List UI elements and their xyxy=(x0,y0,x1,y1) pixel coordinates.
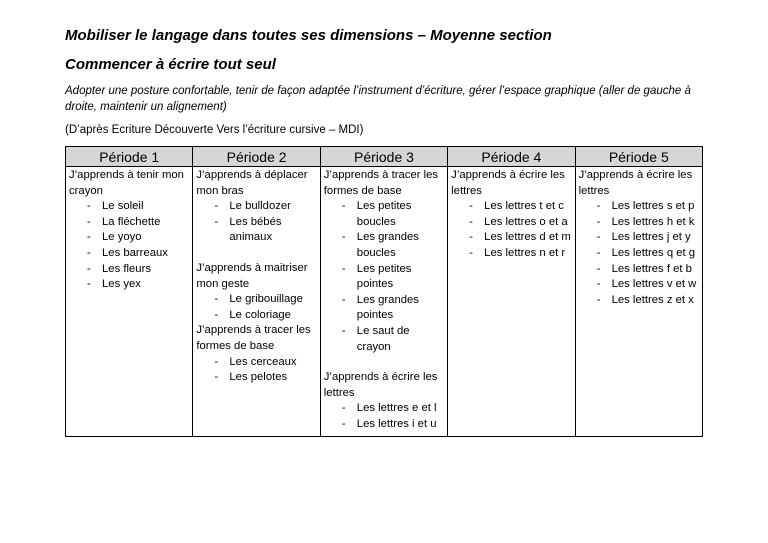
list-item: - Le saut de crayon xyxy=(342,324,445,355)
header-periode-4: Période 4 xyxy=(448,147,575,167)
activity-list xyxy=(69,199,190,293)
list-item: - Les cerceaux xyxy=(214,355,317,371)
period-cell-2 xyxy=(193,167,320,437)
period-cell-4 xyxy=(448,167,575,437)
list-item: - Les barreaux xyxy=(87,246,190,262)
list-item: - Les bébés animaux xyxy=(214,215,317,246)
document-page xyxy=(65,26,705,437)
header-periode-1: Période 1 xyxy=(66,147,193,167)
list-item: - Les yex xyxy=(87,277,190,293)
spacer xyxy=(324,355,445,370)
list-item: - Le gribouillage xyxy=(214,292,317,308)
activity-list xyxy=(579,199,700,308)
header-periode-5: Période 5 xyxy=(575,147,702,167)
list-item: - La fléchette xyxy=(87,215,190,231)
list-item: - Le bulldozer xyxy=(214,199,317,215)
list-item: - Les lettres h et k xyxy=(597,215,700,231)
table-body-row xyxy=(66,167,703,437)
block-heading: J’apprends à déplacer mon bras xyxy=(196,169,308,197)
list-item: - Les lettres f et b xyxy=(597,262,700,278)
header-periode-2: Période 2 xyxy=(193,147,320,167)
activity-list xyxy=(324,401,445,432)
periods-table xyxy=(65,146,703,437)
list-item: - Les lettres n et r xyxy=(469,246,572,262)
activity-list xyxy=(324,199,445,355)
list-item: - Les petites boucles xyxy=(342,199,445,230)
intro-paragraph: Adopter une posture confortable, tenir de façon adaptée l’instrument d’écriture, gérer l’espace graphique (aller de gauche à droite, maintenir un alignement) xyxy=(65,85,691,113)
list-item: - Les lettres s et p xyxy=(597,199,700,215)
list-item: - Les lettres v et w xyxy=(597,277,700,293)
document-subtitle: Commencer à écrire tout seul xyxy=(65,56,276,73)
list-item: - Les lettres d et m xyxy=(469,230,572,246)
block-heading: J’apprends à tenir mon crayon xyxy=(69,169,184,197)
list-item: - Les fleurs xyxy=(87,262,190,278)
list-item: - Les lettres e et l xyxy=(342,401,445,417)
activity-list xyxy=(451,199,572,261)
period-cell-5 xyxy=(575,167,702,437)
block-heading: J’apprends à tracer les formes de base xyxy=(196,324,311,352)
document-title: Mobiliser le langage dans toutes ses dimensions – Moyenne section xyxy=(65,27,552,44)
list-item: - Les petites pointes xyxy=(342,262,445,293)
list-item: - Les lettres t et c xyxy=(469,199,572,215)
period-cell-3 xyxy=(320,167,447,437)
activity-list xyxy=(196,199,317,246)
list-item: - Les lettres q et g xyxy=(597,246,700,262)
activity-list xyxy=(196,355,317,386)
block-heading: J’apprends à écrire les lettres xyxy=(451,169,565,197)
list-item: - Les grandes pointes xyxy=(342,293,445,324)
list-item: - Les pelotes xyxy=(214,370,317,386)
list-item: - Le yoyo xyxy=(87,230,190,246)
block-heading: J’apprends à tracer les formes de base xyxy=(323,169,439,197)
list-item: - Le coloriage xyxy=(214,308,317,324)
list-item: - Le soleil xyxy=(87,199,190,215)
header-periode-3: Période 3 xyxy=(320,147,447,167)
list-item: - Les lettres i et u xyxy=(342,417,445,433)
list-item: - Les lettres o et a xyxy=(469,215,572,231)
block-heading: J’apprends à écrire les lettres xyxy=(578,169,693,197)
spacer xyxy=(196,246,317,261)
activity-list xyxy=(196,292,317,323)
block-heading: J’apprends à écrire les lettres xyxy=(323,371,438,399)
list-item: - Les lettres z et x xyxy=(597,293,700,309)
block-heading: J’apprends à maitriser mon geste xyxy=(196,261,308,290)
list-item: - Les grandes boucles xyxy=(342,230,445,261)
list-item: - Les lettres j et y xyxy=(597,230,700,246)
source-note: (D’après Ecriture Découverte Vers l’écriture cursive – MDI) xyxy=(65,124,364,136)
period-cell-1 xyxy=(66,167,193,437)
table-header-row xyxy=(66,147,703,167)
